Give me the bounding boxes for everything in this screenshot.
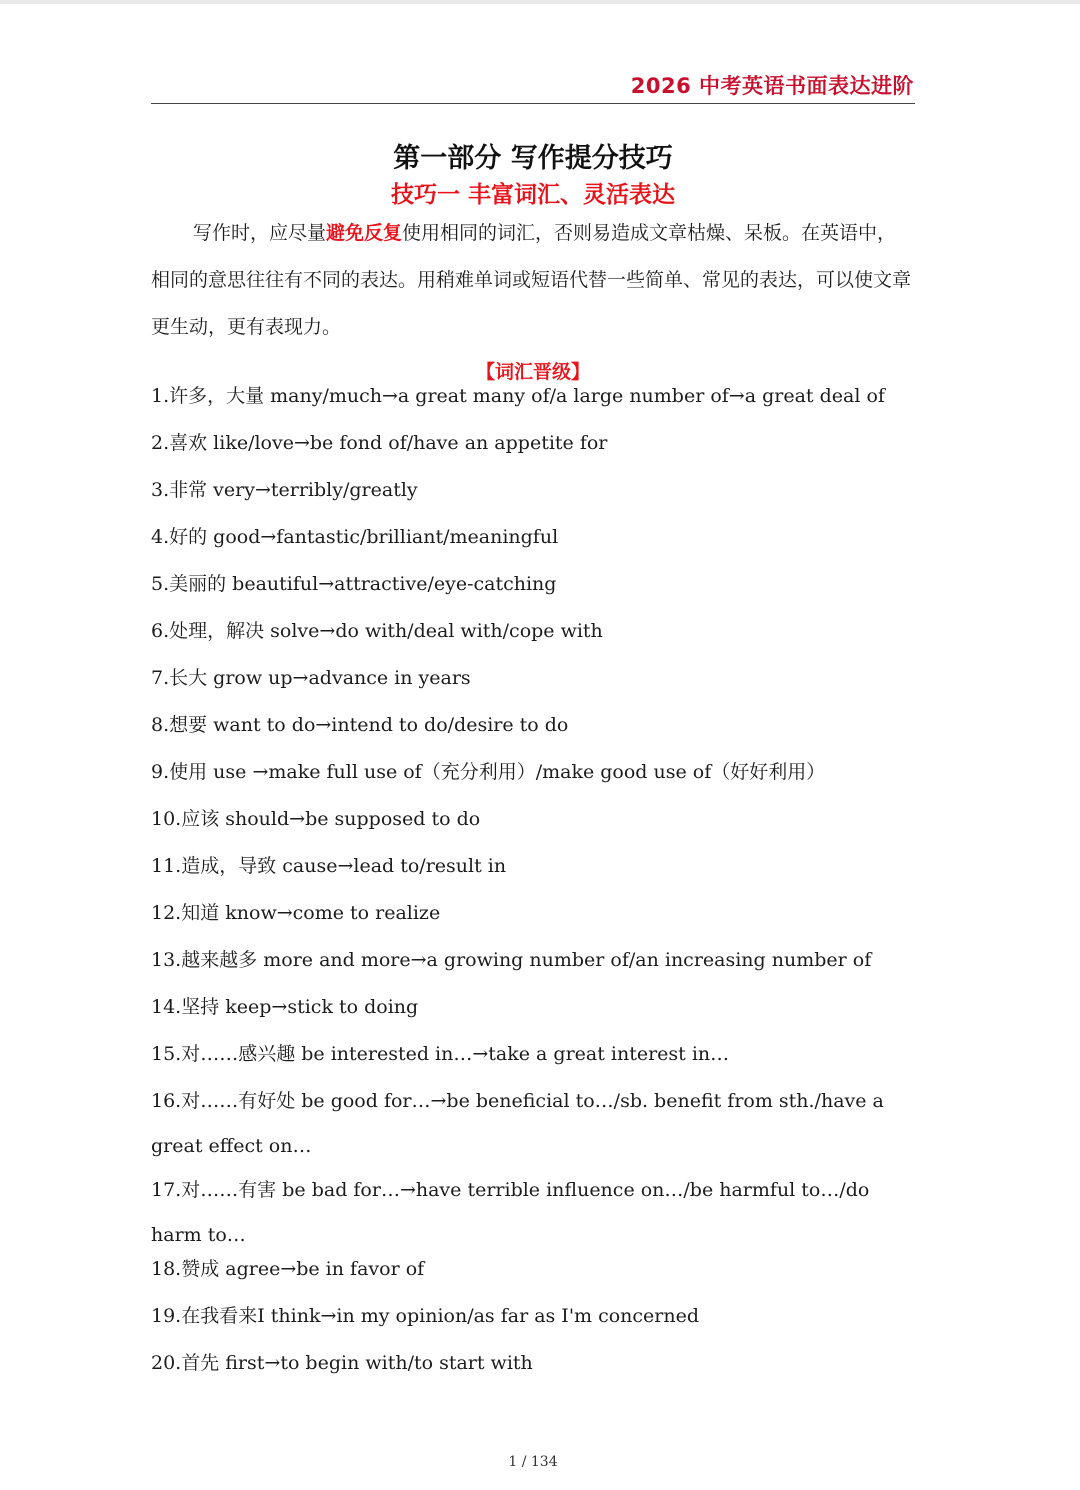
- vocab-item: 15.对……感兴趣 be interested in…→take a great interest in…: [151, 1043, 730, 1065]
- page-top-edge: [0, 0, 1080, 4]
- vocab-item: 8.想要 want to do→intend to do/desire to do: [151, 714, 569, 736]
- vocab-item: 20.首先 first→to begin with/to start with: [151, 1352, 533, 1374]
- header-title: 2026 中考英语书面表达进阶: [630, 74, 914, 98]
- vocab-item: 10.应该 should→be supposed to do: [151, 808, 481, 830]
- vocab-item: 11.造成，导致 cause→lead to/result in: [151, 855, 507, 877]
- part-title: 第一部分 写作提分技巧: [393, 143, 673, 174]
- intro-highlight: 避免反复: [326, 222, 403, 244]
- intro-text-before: 写作时，应尽量: [193, 222, 327, 244]
- page-number: 1 / 134: [508, 1454, 558, 1470]
- intro-paragraph: [151, 210, 911, 351]
- vocab-item: 2.喜欢 like/love→be fond of/have an appetite for: [151, 432, 608, 454]
- vocab-list: [151, 384, 911, 1398]
- vocab-item: 9.使用 use →make full use of（充分利用）/make good use of（好好利用）: [151, 761, 826, 783]
- vocab-item: 1.许多，大量 many/much→a great many of/a large number of→a great deal of: [151, 385, 885, 407]
- vocab-item: 7.长大 grow up→advance in years: [151, 667, 471, 689]
- skill-title: 技巧一 丰富词汇、灵活表达: [390, 182, 675, 208]
- vocab-item: 6.处理，解决 solve→do with/deal with/cope with: [151, 620, 603, 642]
- vocab-item: 13.越来越多 more and more→a growing number of/an increasing number of: [151, 949, 872, 971]
- vocab-item: 4.好的 good→fantastic/brilliant/meaningful: [151, 526, 559, 548]
- vocab-item: 19.在我看来I think→in my opinion/as far as I'm concerned: [151, 1305, 700, 1327]
- vocab-item: 14.坚持 keep→stick to doing: [151, 996, 419, 1018]
- vocab-heading: 【词汇晋级】: [475, 361, 590, 383]
- intro-text-after: 使用相同的词汇，否则易造成文章枯燥、呆板。在英语中，相同的意思往往有不同的表达。用稍难单词或短语代替一些简单、常见的表达，可以使文章更生动，更有表现力。: [151, 222, 912, 338]
- header-divider: [151, 103, 915, 104]
- vocab-item: 3.非常 very→terribly/greatly: [151, 479, 418, 501]
- vocab-item: 5.美丽的 beautiful→attractive/eye-catching: [151, 573, 557, 595]
- vocab-item: 12.知道 know→come to realize: [151, 902, 441, 924]
- vocab-item: 17.对……有害 be bad for…→have terrible influence on…/be harmful to…/do harm to…: [151, 1179, 870, 1246]
- vocab-item: 16.对……有好处 be good for…→be beneficial to…/sb. benefit from sth./have a great effect on…: [151, 1090, 884, 1157]
- vocab-item: 18.赞成 agree→be in favor of: [151, 1258, 425, 1280]
